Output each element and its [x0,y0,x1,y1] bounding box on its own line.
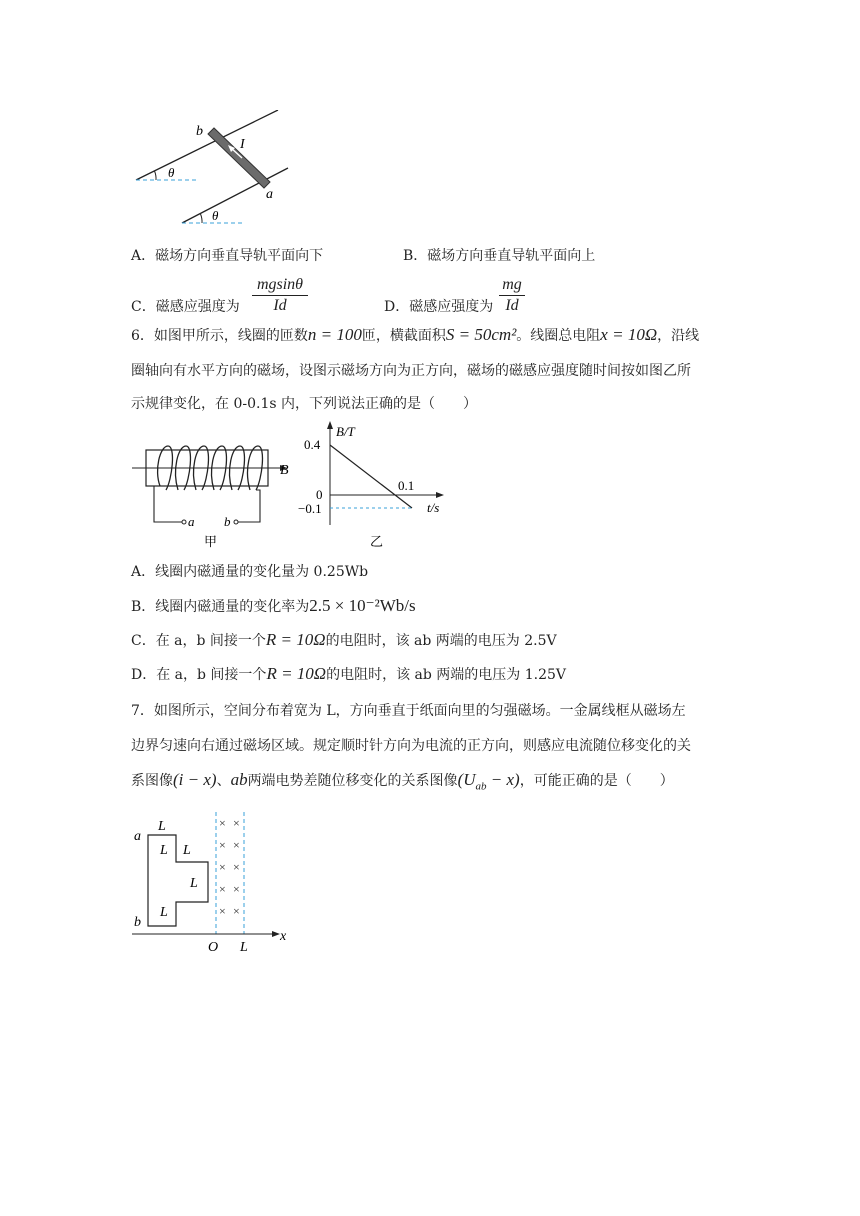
terminal-a [182,520,186,524]
q6-option-c [131,630,557,651]
q5-d-denominator: Id [505,297,519,314]
inclined-rails-figure [120,110,320,235]
svg-text:×: × [219,838,226,852]
q7-l3-text-b: 、 [216,773,231,789]
q6-b-prefix: B．线圈内磁通量的变化率为 [131,599,310,615]
q5-option-c-prefix: C．磁感应强度为 [131,299,240,315]
lead-right [238,490,260,522]
q5-option-d-fraction [499,276,525,315]
label-x: x [280,929,287,944]
conductor-bar [208,128,270,188]
q6-option-a: A．线圈内磁通量的变化量为 0.25Wb [131,564,369,580]
label-L-inner-top: L [160,843,168,858]
q6-l1-text-d: ，沿线 [657,328,700,344]
wire-frame [148,835,208,926]
q5-option-a: A．磁场方向垂直导轨平面向下 [131,248,324,264]
label-terminal-b: b [224,514,231,529]
lower-angle-arc [201,214,203,223]
q6-l1-text-b: 匝，横截面积 [361,328,446,344]
bt-line [330,445,415,508]
svg-text:×: × [233,838,240,852]
q5-option-d-prefix: D．磁感应强度为 [384,299,494,315]
q6-option-d [131,664,566,685]
label-terminal-a: a [188,514,195,529]
q6-option-b [131,596,416,617]
q5-option-c-fraction [252,276,308,315]
frame-field-figure [128,810,298,955]
label-b: b [134,915,141,930]
svg-text:×: × [219,816,226,830]
q7-stem-line1: 7．如图所示，空间分布着宽为 L，方向垂直于纸面向里的匀强磁场。一金属线框从磁场左 [131,703,686,719]
q7-uab-expr [457,770,520,793]
svg-text:×: × [219,860,226,874]
q6-d-math: R = 10Ω [266,664,327,683]
lead-left [154,486,182,522]
tick-neg-0.1: −0.1 [298,501,322,516]
q6-d-suffix: 的电阻时，该 ab 两端的电压为 1.25V [326,667,567,683]
label-B-field: B [280,463,289,478]
label-L-right: L [190,876,198,891]
q6-l1-text-a: 6．如图甲所示，线圈的匝数 [131,328,308,344]
y-label: B/T [336,424,355,439]
q6-resistance: x = 10Ω [600,325,658,344]
q7-l3-text-c: 两端电势差随位移变化的关系图像 [247,773,458,789]
bt-graph-figure [292,420,452,552]
label-a: a [134,829,141,844]
q7-u-x: − x) [486,770,520,789]
q6-stem-line3: 示规律变化，在 0-0.1s 内，下列说法正确的是（ ） [131,396,477,412]
q7-l3-text-a: 系图像 [131,773,173,789]
q6-stem-line2: 圈轴向有水平方向的磁场，设图示磁场方向为正方向，磁场的磁感应强度随时间按如图乙所 [131,363,691,379]
solenoid-figure [130,440,300,550]
q7-u-sub: ab [475,780,487,793]
q7-stem-line3 [131,770,674,796]
q5-c-denominator: Id [273,297,287,314]
q5-option-b: B．磁场方向垂直导轨平面向上 [403,248,596,264]
q6-c-math: R = 10Ω [265,630,326,649]
q5-d-numerator: mg [502,276,522,293]
tick-0.4: 0.4 [304,437,321,452]
q6-b-math: 2.5 × 10⁻²Wb/s [309,596,416,615]
caption-yi: 乙 [370,534,384,549]
theta-upper: θ [168,165,175,180]
q6-stem-line1 [131,325,699,346]
label-L-bottom: L [160,905,168,920]
svg-text:×: × [219,904,226,918]
svg-text:×: × [233,882,240,896]
terminal-b [234,520,238,524]
label-L-axis: L [240,940,248,955]
q6-c-prefix: C．在 a，b 间接一个 [131,633,266,649]
q5-c-numerator: mgsinθ [256,276,304,293]
q7-ab-expr: ab [230,770,248,789]
label-b: b [196,124,203,139]
tick-0: 0 [316,487,323,502]
theta-lower: θ [212,208,219,223]
q6-d-prefix: D．在 a，b 间接一个 [131,667,267,683]
svg-text:×: × [233,860,240,874]
caption-jia: 甲 [204,534,218,549]
upper-angle-arc [155,171,157,180]
q6-turns: n = 100 [307,325,362,344]
field-crosses [219,816,240,918]
label-L-top: L [158,819,166,834]
svg-text:×: × [233,816,240,830]
q7-l3-text-d: ，可能正确的是（ ） [519,773,674,789]
q6-area: S = 50cm² [445,325,517,344]
label-O: O [208,940,219,955]
svg-text:×: × [233,904,240,918]
tick-0.1: 0.1 [398,478,415,493]
q7-u: (U [457,770,476,789]
q7-stem-line2: 边界匀速向右通过磁场区域。规定顺时针方向为电流的正方向，则感应电流随位移变化的关 [131,738,691,754]
label-a: a [266,187,273,202]
svg-text:×: × [219,882,226,896]
label-L-step-top: L [183,843,191,858]
q6-l1-text-c: 。线圈总电阻 [516,328,601,344]
x-label: t/s [427,500,440,515]
q6-c-suffix: 的电阻时，该 ab 两端的电压为 2.5V [325,633,557,649]
label-I: I [240,137,245,152]
q7-ix-expr: (i − x) [173,770,217,789]
